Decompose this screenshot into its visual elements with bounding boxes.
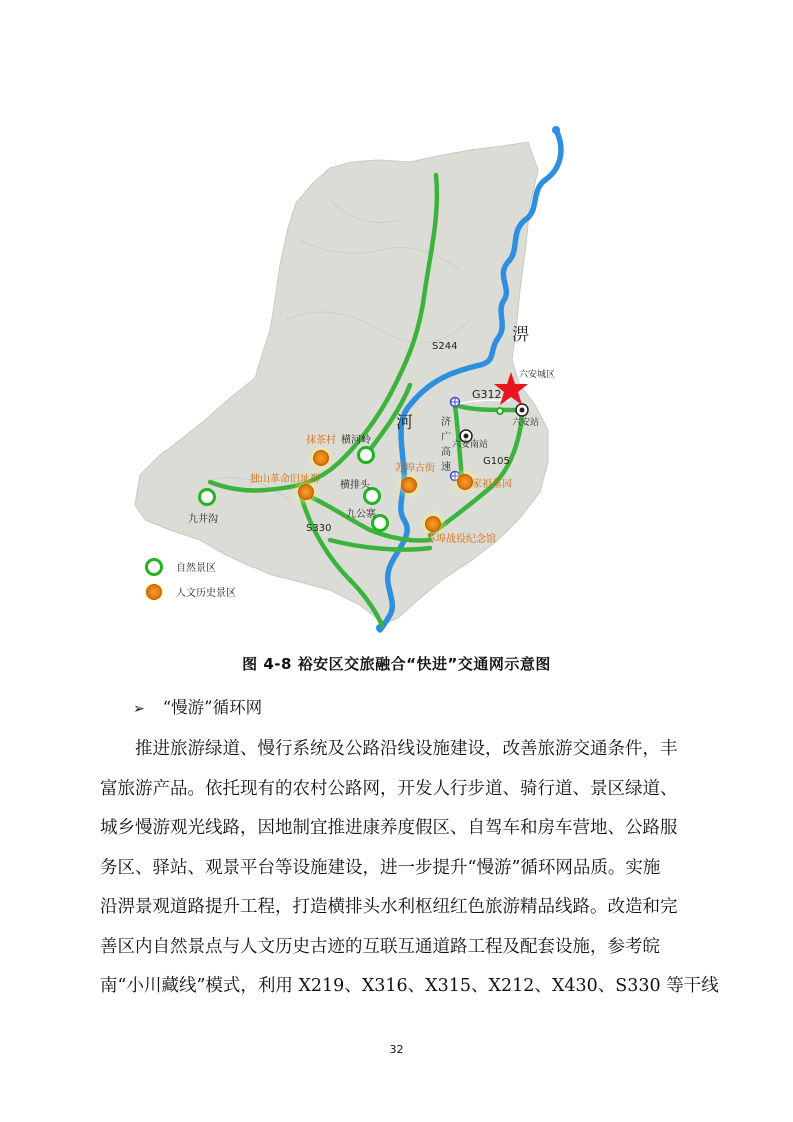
road-label-g312: G312 bbox=[472, 388, 502, 401]
cultural-ancestral bbox=[458, 475, 473, 490]
cultural-mocha bbox=[314, 451, 329, 466]
place-label-jiujinggou: 九井沟 bbox=[188, 514, 218, 525]
place-label-mocha: 抹茶村 bbox=[306, 435, 336, 446]
place-label-ancestral: 家祖墓园 bbox=[472, 479, 512, 490]
river-end-dot-north bbox=[552, 126, 560, 134]
legend-cultural-label: 人文历史景区 bbox=[176, 588, 236, 599]
paragraph-line: 沿淠景观道路提升工程，打造横排头水利枢纽红色旅游精品线路。改造和完 bbox=[100, 897, 678, 917]
road-label-s244: S244 bbox=[432, 341, 458, 352]
city-label: 六安城区 bbox=[519, 370, 556, 380]
scenic-henghepai bbox=[359, 448, 374, 463]
paragraph-line: 南“小川藏线”模式，利用 X219、X316、X315、X212、X430、S330 等干线 bbox=[100, 976, 719, 996]
place-label-tongpaitou: 横排头 bbox=[340, 480, 370, 491]
river-label-pi: 淠 bbox=[512, 325, 529, 345]
cultural-sugu bbox=[402, 478, 417, 493]
paragraph-line: 富旅游产品。依托现有的农村公路网，开发人行步道、骑行道、景区绿道、 bbox=[100, 778, 678, 799]
cultural-dushan bbox=[299, 485, 314, 500]
legend-cultural-icon bbox=[147, 585, 162, 600]
station-label: 六安站 bbox=[512, 418, 540, 428]
map-legend bbox=[142, 560, 236, 605]
road-label-s330: S330 bbox=[306, 523, 332, 534]
scenic-jiujinggou bbox=[200, 490, 215, 505]
legend-natural-label: 自然景区 bbox=[176, 563, 216, 574]
expressway-label-1: 济 bbox=[441, 417, 451, 428]
road-label-g105: G105 bbox=[483, 456, 510, 467]
section-heading bbox=[133, 694, 262, 718]
arrow-bullet-icon: ➢ bbox=[133, 701, 145, 717]
expressway-label-4: 速 bbox=[441, 462, 451, 473]
place-label-sugu: 苏埠古街 bbox=[395, 463, 435, 474]
river-label-he: 河 bbox=[396, 413, 413, 433]
paragraph-line: 务区、驿站、观景平台等设施建设，进一步提升“慢游”循环网品质。实施 bbox=[100, 857, 661, 878]
place-label-dushan: 独山革命旧址群 bbox=[250, 474, 320, 485]
expressway-label-3: 高 bbox=[441, 447, 451, 458]
page-number: 32 bbox=[389, 1043, 404, 1056]
paragraph-line: 城乡慢游观光线路，因地制宜推进康养度假区、自驾车和房车营地、公路服 bbox=[100, 818, 678, 838]
place-label-henghepai: 横河岭 bbox=[341, 435, 371, 446]
section-heading-text: “慢游”循环网 bbox=[162, 698, 263, 717]
south-station-label: 六安南站 bbox=[452, 440, 489, 450]
legend-natural-icon bbox=[147, 560, 162, 575]
paragraph-line: 推进旅游绿道、慢行系统及公路沿线设施建设，改善旅游交通条件，丰 bbox=[135, 739, 678, 759]
expressway-label-2: 广 bbox=[441, 432, 451, 443]
station-icon bbox=[516, 404, 528, 416]
figure-caption: 图 4-8 裕安区交旅融合“快进”交通网示意图 bbox=[242, 655, 551, 673]
paragraph-line: 善区内自然景点与人文历史古迹的互联互通道路工程及配套设施，参考皖 bbox=[100, 936, 660, 957]
scenic-junction bbox=[497, 408, 503, 414]
body-paragraph bbox=[100, 730, 719, 1007]
place-label-jiugongzhai: 九公寨 bbox=[346, 509, 376, 520]
cultural-zhanyi bbox=[426, 517, 441, 532]
district-land-area bbox=[135, 142, 548, 624]
place-label-zhanyi: 苏埠战役纪念馆 bbox=[426, 534, 496, 545]
